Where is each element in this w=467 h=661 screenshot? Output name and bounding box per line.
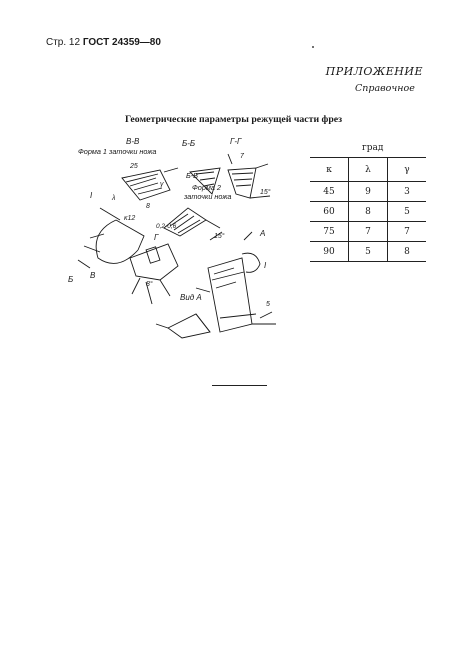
- page-header: [46, 37, 161, 48]
- table-cell: 8: [349, 202, 388, 222]
- table-cell: 90: [323, 246, 335, 257]
- table-cell: 5: [388, 202, 427, 222]
- standard-number: ГОСТ 24359—80: [82, 37, 161, 48]
- dim-k12: κ12: [124, 215, 136, 222]
- dim-15-upper: 15°: [260, 189, 271, 196]
- section-bv-knife: [164, 208, 220, 236]
- dim-5: 5: [266, 301, 270, 308]
- cutter-tooth: [130, 244, 178, 304]
- table-cell: 45: [323, 186, 335, 197]
- label-v: В: [90, 271, 96, 280]
- side-knife-view: [208, 232, 276, 332]
- table-row: [310, 182, 426, 202]
- header-lambda: λ: [349, 158, 388, 182]
- label-section-bv: Б-В: [186, 171, 199, 180]
- label-section-vv: В-В: [126, 137, 140, 146]
- dim-8deg: 8°: [146, 281, 153, 288]
- speck: [312, 46, 314, 48]
- dim-25: 25: [130, 163, 138, 170]
- appendix-label: ПРИЛОЖЕНИЕ: [325, 65, 423, 78]
- label-g: Г: [154, 233, 159, 242]
- dim-7: 7: [240, 153, 244, 160]
- dim-02-06: 0,2-0,6: [156, 223, 177, 230]
- view-a: [156, 314, 210, 338]
- header-gamma: γ: [388, 158, 427, 182]
- dim-15-lower: 15°: [214, 233, 225, 240]
- label-form2-2: заточки ножа: [184, 192, 232, 201]
- cutter-body: [78, 220, 144, 268]
- label-form2-1: Форма 2: [192, 183, 221, 192]
- cutter-drawing: [60, 128, 290, 348]
- table-header-row: [310, 158, 426, 182]
- table-unit: град: [362, 143, 384, 153]
- closing-rule: [212, 385, 267, 386]
- label-a: А: [260, 229, 266, 238]
- appendix-reference: Справочное: [355, 83, 415, 94]
- page-title: Геометрические параметры режущей части фрез: [124, 114, 343, 125]
- section-vv-knife: [122, 168, 178, 200]
- label-section-bb: Б-Б: [182, 139, 196, 148]
- parameters-table: [310, 157, 426, 262]
- table-cell: 7: [388, 222, 427, 242]
- table-row: [310, 202, 426, 222]
- table-cell: 8: [388, 242, 427, 262]
- label-form1: Форма 1 заточки ножа: [78, 147, 157, 156]
- dim-gamma: γ: [160, 181, 164, 188]
- label-view-a: Вид А: [180, 293, 202, 302]
- table-row: [310, 242, 426, 262]
- table-cell: 9: [349, 182, 388, 202]
- label-b: Б: [68, 275, 74, 284]
- table-cell: 60: [323, 206, 335, 217]
- table-cell: 7: [349, 222, 388, 242]
- label-i-left: I: [90, 191, 93, 200]
- dim-lambda: λ: [112, 195, 116, 202]
- label-section-gg: Г-Г: [230, 137, 242, 146]
- page-number: Стр. 12: [46, 37, 81, 48]
- table-cell: 5: [349, 242, 388, 262]
- label-i-right: I: [264, 261, 267, 270]
- header-kappa: κ: [310, 158, 349, 182]
- dim-8: 8: [146, 203, 150, 210]
- table-cell: 75: [323, 226, 335, 237]
- table-row: [310, 222, 426, 242]
- table-cell: 3: [388, 182, 427, 202]
